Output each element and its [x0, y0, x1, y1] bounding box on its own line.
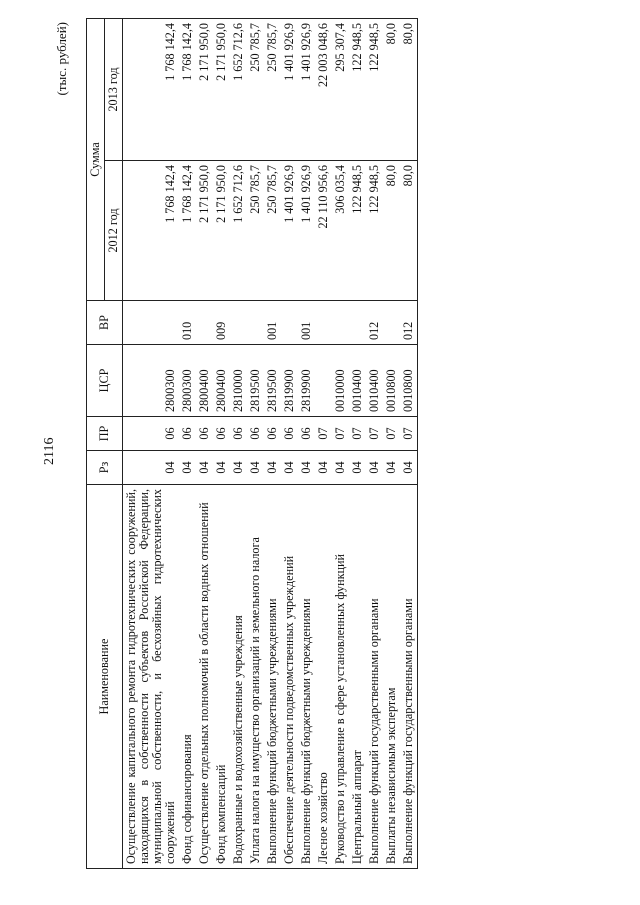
row-vr: 010	[179, 301, 196, 345]
row-rz: 04	[349, 451, 366, 485]
row-csr: 0010800	[383, 345, 400, 417]
row-amount-2013: 1 401 926,9	[281, 18, 298, 160]
row-csr: 0010000	[332, 345, 349, 417]
row-rz: 04	[332, 451, 349, 485]
row-pr: 07	[315, 417, 332, 451]
row-rz: 04	[366, 451, 383, 485]
row-pr: 07	[383, 417, 400, 451]
row-vr	[196, 301, 213, 345]
row-pr: 07	[366, 417, 383, 451]
row-vr: 009	[213, 301, 230, 345]
row-rz: 04	[179, 451, 196, 485]
row-vr	[315, 301, 332, 345]
row-csr: 2810000	[230, 345, 247, 417]
table-row	[298, 18, 315, 868]
row-amount-2013: 1 768 142,4	[179, 18, 196, 160]
row-amount-2012: 1 768 142,4	[179, 161, 196, 301]
row-amount-2012: 122 948,5	[349, 161, 366, 301]
header-year-2012: 2012 год	[105, 161, 123, 301]
row-amount-2012: 1 401 926,9	[298, 161, 315, 301]
row-pr: 06	[298, 417, 315, 451]
row-rz: 04	[400, 451, 418, 485]
header-vr: ВР	[87, 301, 123, 345]
header-sum: Сумма	[87, 18, 105, 300]
row-name: Центральный аппарат	[349, 485, 366, 869]
row-amount-2012: 80,0	[400, 161, 418, 301]
row-rz: 04	[123, 451, 180, 485]
row-amount-2012: 2 171 950,0	[213, 161, 230, 301]
row-vr	[230, 301, 247, 345]
table-row	[230, 18, 247, 868]
row-pr: 06	[281, 417, 298, 451]
row-name: Фонд софинансирования	[179, 485, 196, 869]
row-vr: 012	[366, 301, 383, 345]
row-rz: 04	[383, 451, 400, 485]
row-name: Руководство и управление в сфере установленных функций	[332, 485, 349, 869]
table-row	[264, 18, 281, 868]
row-amount-2013: 1 768 142,4	[123, 18, 180, 160]
row-csr: 2819900	[281, 345, 298, 417]
table-row	[349, 18, 366, 868]
row-amount-2013: 80,0	[400, 18, 418, 160]
row-pr: 07	[400, 417, 418, 451]
row-rz: 04	[315, 451, 332, 485]
row-csr: 2819900	[298, 345, 315, 417]
row-name: Водохранные и водохозяйственные учреждения	[230, 485, 247, 869]
table-row	[315, 18, 332, 868]
page-number: 2116	[42, 437, 57, 465]
row-rz: 04	[281, 451, 298, 485]
row-pr: 07	[349, 417, 366, 451]
row-name: Лесное хозяйство	[315, 485, 332, 869]
row-amount-2013: 2 171 950,0	[213, 18, 230, 160]
row-csr: 0010800	[400, 345, 418, 417]
row-amount-2012: 306 035,4	[332, 161, 349, 301]
row-amount-2013: 250 785,7	[247, 18, 264, 160]
row-name: Обеспечение деятельности подведомственных учреждений	[281, 485, 298, 869]
row-amount-2013: 295 307,4	[332, 18, 349, 160]
row-amount-2012: 1 401 926,9	[281, 161, 298, 301]
row-pr: 07	[332, 417, 349, 451]
row-amount-2012: 1 652 712,6	[230, 161, 247, 301]
row-csr: 2800400	[196, 345, 213, 417]
row-amount-2013: 22 003 048,6	[315, 18, 332, 160]
row-name: Выполнение функций государственными органами	[400, 485, 418, 869]
row-pr: 06	[179, 417, 196, 451]
row-pr: 06	[247, 417, 264, 451]
table-row	[213, 18, 230, 868]
row-amount-2013: 1 401 926,9	[298, 18, 315, 160]
row-pr: 06	[264, 417, 281, 451]
row-rz: 04	[298, 451, 315, 485]
row-pr: 06	[230, 417, 247, 451]
row-amount-2012: 250 785,7	[264, 161, 281, 301]
row-vr: 012	[400, 301, 418, 345]
table-row	[179, 18, 196, 868]
row-amount-2013: 1 652 712,6	[230, 18, 247, 160]
table-row	[400, 18, 418, 868]
row-rz: 04	[264, 451, 281, 485]
row-amount-2012: 1 768 142,4	[123, 161, 180, 301]
row-csr: 2800300	[123, 345, 180, 417]
row-pr: 06	[213, 417, 230, 451]
table-row	[247, 18, 264, 868]
row-vr: 001	[264, 301, 281, 345]
row-vr	[281, 301, 298, 345]
row-csr: 2800300	[179, 345, 196, 417]
row-csr	[315, 345, 332, 417]
row-csr: 2800400	[213, 345, 230, 417]
row-pr: 06	[196, 417, 213, 451]
row-name: Выполнение функций бюджетными учреждениями	[298, 485, 315, 869]
header-name: Наименование	[87, 485, 123, 869]
row-amount-2012: 250 785,7	[247, 161, 264, 301]
row-name: Уплата налога на имущество организаций и земельного налога	[247, 485, 264, 869]
budget-table	[86, 18, 418, 869]
table-header	[87, 18, 123, 868]
row-name: Выполнение функций государственными органами	[366, 485, 383, 869]
row-amount-2013: 80,0	[383, 18, 400, 160]
row-csr: 0010400	[349, 345, 366, 417]
row-vr	[332, 301, 349, 345]
row-rz: 04	[213, 451, 230, 485]
table-row	[383, 18, 400, 868]
row-csr: 0010400	[366, 345, 383, 417]
row-name: Выплаты независимым экспертам	[383, 485, 400, 869]
row-amount-2012: 22 110 956,6	[315, 161, 332, 301]
table-body	[123, 18, 418, 868]
header-pr: ПР	[87, 417, 123, 451]
row-name: Выполнение функций бюджетными учреждениями	[264, 485, 281, 869]
row-name: Осуществление отдельных полномочий в области водных отношений	[196, 485, 213, 869]
table-row	[366, 18, 383, 868]
row-amount-2012: 122 948,5	[366, 161, 383, 301]
header-year-2013: 2013 год	[105, 18, 123, 160]
row-amount-2013: 122 948,5	[349, 18, 366, 160]
units-label: (тыс. рублей)	[54, 22, 69, 96]
row-vr	[247, 301, 264, 345]
row-amount-2013: 122 948,5	[366, 18, 383, 160]
table-row	[123, 18, 180, 868]
row-rz: 04	[247, 451, 264, 485]
row-vr	[383, 301, 400, 345]
row-vr	[349, 301, 366, 345]
table-row	[196, 18, 213, 868]
row-csr: 2819500	[264, 345, 281, 417]
row-amount-2012: 80,0	[383, 161, 400, 301]
row-rz: 04	[230, 451, 247, 485]
row-pr: 06	[123, 417, 180, 451]
header-rz: Рз	[87, 451, 123, 485]
table-row	[281, 18, 298, 868]
row-name: Осуществление капитального ремонта гидротехнических сооружений, находящихся в собственности субъектов Российской Федерации, муниципальной собственности, и бесхозяйных гидротехнических сооружений	[123, 485, 180, 869]
row-amount-2013: 2 171 950,0	[196, 18, 213, 160]
table-row	[332, 18, 349, 868]
row-csr: 2819500	[247, 345, 264, 417]
row-amount-2012: 2 171 950,0	[196, 161, 213, 301]
header-csr: ЦСР	[87, 345, 123, 417]
row-amount-2013: 250 785,7	[264, 18, 281, 160]
row-vr	[123, 301, 180, 345]
row-name: Фонд компенсаций	[213, 485, 230, 869]
row-vr: 001	[298, 301, 315, 345]
row-rz: 04	[196, 451, 213, 485]
